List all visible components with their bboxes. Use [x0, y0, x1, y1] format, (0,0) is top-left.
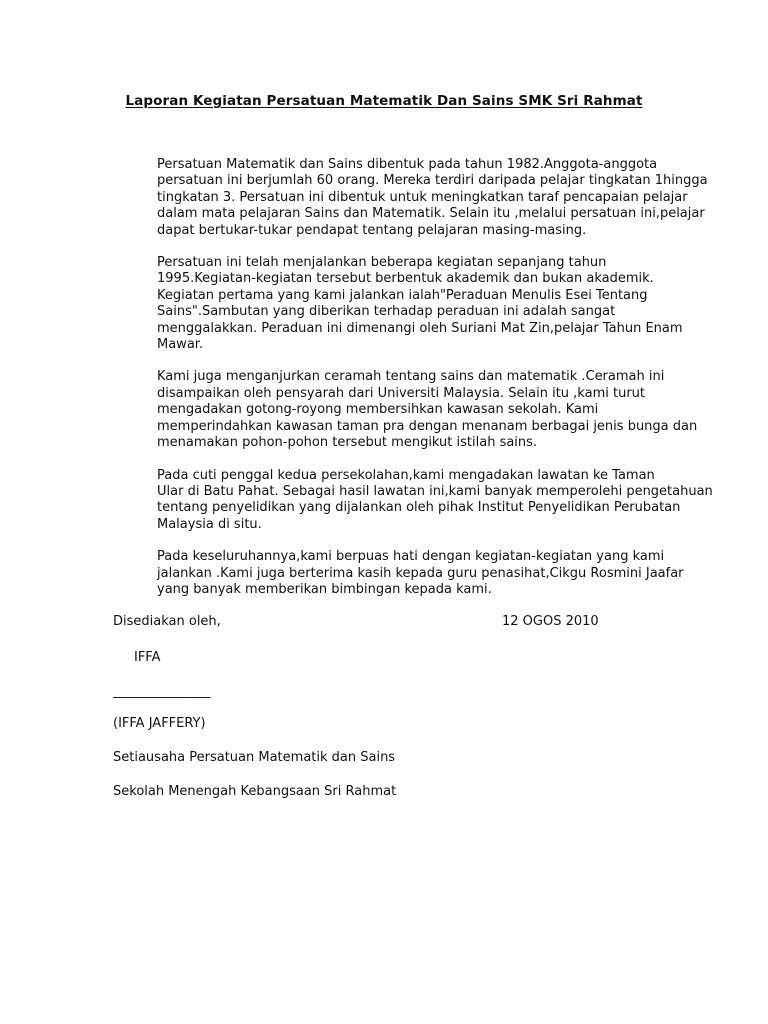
document-body — [113, 157, 713, 614]
paragraph-5 — [113, 549, 684, 598]
text-line: tingkatan 3. Persatuan ini dibentuk untuk meningkatkan taraf pencapaian pelajar — [157, 189, 688, 205]
text-line: Ular di Batu Pahat. Sebagai hasil lawatan ini,kami banyak memperolehi pengetahuan — [157, 483, 713, 499]
text-line: Malaysia di situ. — [157, 516, 262, 532]
text-line: Pada keseluruhannya,kami berpuas hati dengan kegiatan-kegiatan yang kami — [157, 549, 665, 565]
text-line: Kami juga menganjurkan ceramah tentang sains dan matematik .Ceramah ini — [157, 369, 665, 385]
text-line: tentang penyelidikan yang dijalankan oleh pihak Institut Penyelidikan Perubatan — [157, 500, 681, 516]
text-line: Persatuan Matematik dan Sains dibentuk pada tahun 1982.Anggota-anggota — [157, 157, 658, 172]
text-line: Pada cuti penggal kedua persekolahan,kami mengadakan lawatan ke Taman — [157, 467, 655, 483]
text-line: dalam mata pelajaran Sains dan Matematik. Selain itu ,melalui persatuan ini,pelajar — [157, 206, 705, 222]
text-line: yang banyak memberikan bimbingan kepada kami. — [157, 581, 492, 597]
text-line: Mawar. — [157, 337, 204, 353]
document-date: 12 OGOS 2010 — [502, 614, 599, 629]
document-title: Laporan Kegiatan Persatuan Matematik Dan Sains SMK Sri Rahmat — [125, 93, 643, 109]
text-line: Persatuan ini telah menjalankan beberapa kegiatan sepanjang tahun — [157, 255, 607, 271]
signatory-name: (IFFA JAFFERY) — [113, 716, 206, 731]
paragraph-3 — [113, 369, 698, 451]
signature-line: _______________ — [113, 684, 211, 699]
text-line: dapat bertukar-tukar pendapat tentang pelajaran masing-masing. — [157, 222, 587, 238]
prepared-by-label: Disediakan oleh, — [113, 614, 221, 629]
text-line: mengadakan gotong-royong membersihkan kawasan sekolah. Kami — [157, 402, 599, 418]
text-line: persatuan ini berjumlah 60 orang. Mereka terdiri daripada pelajar tingkatan 1hingga — [157, 173, 708, 189]
paragraph-2 — [113, 255, 683, 353]
text-line: memperindahkan kawasan taman pra dengan menanam berbagai jenis bunga dan — [157, 418, 698, 434]
paragraph-1 — [113, 157, 708, 239]
paragraph-4 — [113, 467, 713, 534]
text-line: menamakan pohon-pohon tersebut mengikut istilah sains. — [157, 435, 538, 451]
text-line: 1995.Kegiatan-kegiatan tersebut berbentuk akademik dan bukan akademik. — [157, 271, 654, 287]
text-line: Sains".Sambutan yang diberikan terhadap peraduan ini adalah sangat — [157, 304, 616, 320]
text-line: menggalakkan. Peraduan ini dimenangi oleh Suriani Mat Zin,pelajar Tahun Enam — [157, 320, 683, 336]
text-line: disampaikan oleh pensyarah dari Universiti Malaysia. Selain itu ,kami turut — [157, 385, 645, 401]
text-line: jalankan .Kami juga berterima kasih kepada guru penasihat,Cikgu Rosmini Jaafar — [157, 565, 684, 581]
signature-text: IFFA — [134, 650, 161, 665]
signatory-position: Setiausaha Persatuan Matematik dan Sains — [113, 750, 396, 765]
school-name: Sekolah Menengah Kebangsaan Sri Rahmat — [113, 784, 397, 799]
text-line: Kegiatan pertama yang kami jalankan ialah"Peraduan Menulis Esei Tentang — [157, 287, 648, 303]
